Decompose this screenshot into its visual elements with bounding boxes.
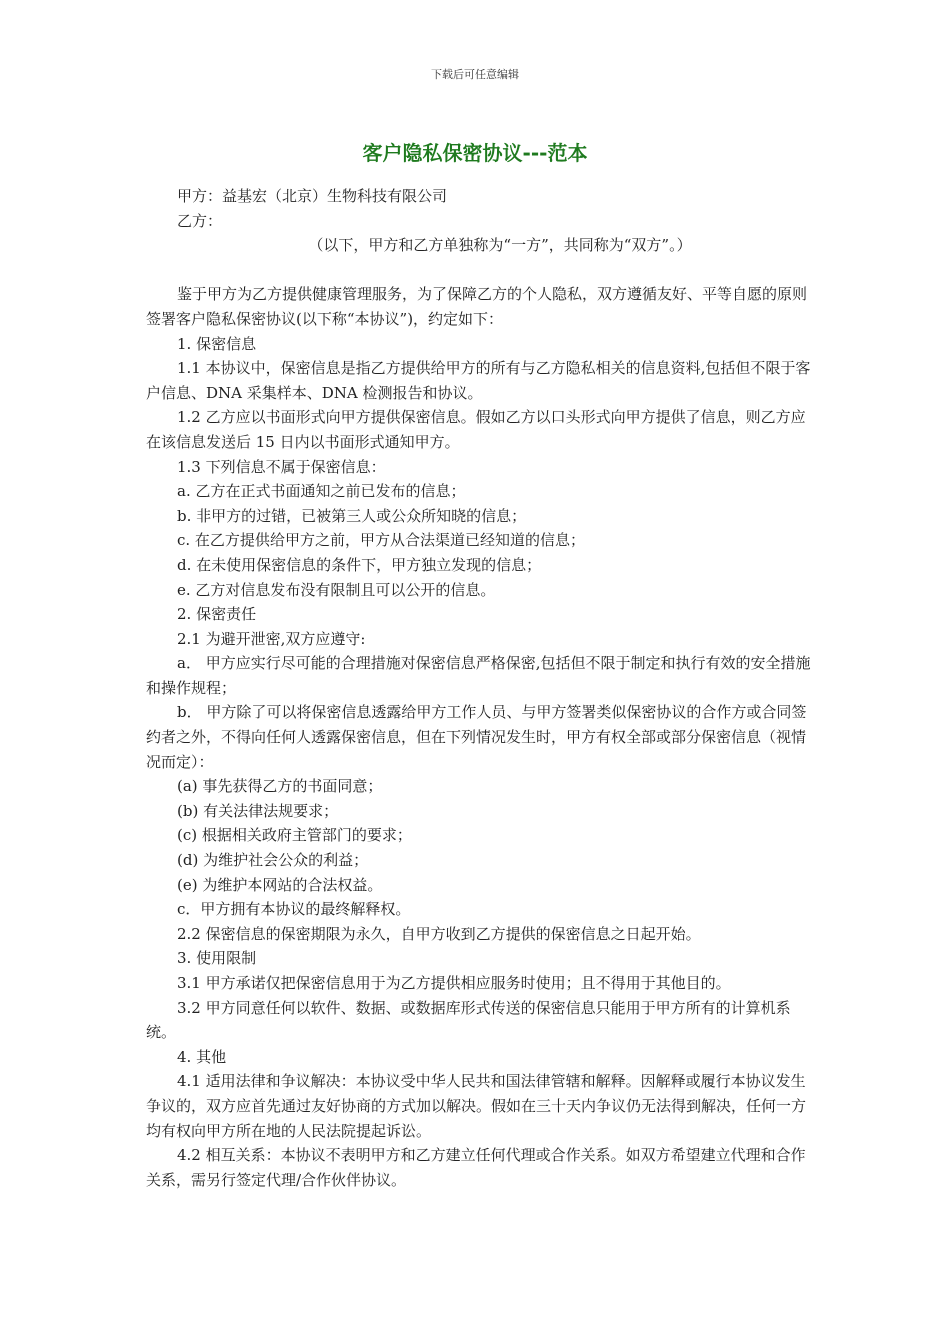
clause-3-1: 3.1 甲方承诺仅把保密信息用于为乙方提供相应服务时使用；且不得用于其他目的。 [177,974,731,992]
clause-2-1-b: b． 甲方除了可以将保密信息透露给甲方工作人员、与甲方签署类似保密协议的合作方或合同签约者之外，不得向任何人透露保密信息，但在下列情况发生时，甲方有权全部或部分保密信息（视情况而定）： [146,703,807,771]
clause-4-2: 4.2 相互关系：本协议不表明甲方和乙方建立任何代理或合作关系。如双方希望建立代理和合作关系，需另行签定代理/合作伙伴协议。 [146,1146,806,1189]
clause-1-3: 1.3 下列信息不属于保密信息： [177,457,386,476]
clause-1-2: 1.2 乙方应以书面形式向甲方提供保密信息。假如乙方以口头形式向甲方提供了信息，则乙方应在该信息发送后 15 日内以书面形式通知甲方。 [146,408,806,451]
document-title: 客户隐私保密协议---范本 [362,141,588,165]
section-3-heading: 3. 使用限制 [177,949,257,968]
list-item: (a) 事先获得乙方的书面同意； [177,777,383,796]
blank-line [146,258,814,283]
clause-4-1: 4.1 适用法律和争议解决：本协议受中华人民共和国法律管辖和解释。因解释或履行本协议发生争议的，双方应首先通过友好协商的方式加以解决。假如在三十天内争议仍无法得到解决，任何一方均有权向甲方所在地的人民法院提起诉讼。 [146,1072,807,1140]
list-item: (d) 为维护社会公众的利益； [177,851,369,870]
list-item: e. 乙方对信息发布没有限制且可以公开的信息。 [177,580,496,599]
section-1-heading: 1. 保密信息 [177,334,257,353]
document-body [146,184,814,1192]
list-item: a. 乙方在正式书面通知之前已发布的信息； [177,482,466,501]
list-item: (c) 根据相关政府主管部门的要求； [177,826,412,845]
header-note: 下载后可任意编辑 [431,68,519,81]
party-b-line: 乙方： [177,211,223,230]
list-item: d. 在未使用保密信息的条件下，甲方独立发现的信息； [177,555,542,574]
list-item: (e) 为维护本网站的合法权益。 [177,875,383,894]
clause-2-1: 2.1 为避开泄密,双方应遵守: [177,629,366,648]
list-item: (b) 有关法律法规要求； [177,801,339,820]
list-item: b. 非甲方的过错，已被第三人或公众所知晓的信息； [177,506,527,525]
intro-paragraph: 鉴于甲方为乙方提供健康管理服务，为了保障乙方的个人隐私，双方遵循友好、平等自愿的原则签署客户隐私保密协议(以下称“本协议”)，约定如下： [146,285,808,328]
party-a-line: 甲方：益基宏（北京）生物科技有限公司 [177,187,448,205]
parties-note: （以下，甲方和乙方单独称为“一方”，共同称为“双方”。） [308,236,692,255]
clause-2-1-a: a． 甲方应实行尽可能的合理措施对保密信息严格保密,包括但不限于制定和执行有效的安全措施和操作规程； [146,654,811,697]
list-item: c. 在乙方提供给甲方之前，甲方从合法渠道已经知道的信息； [177,531,585,550]
clause-1-1: 1.1 本协议中，保密信息是指乙方提供给甲方的所有与乙方隐私相关的信息资料,包括但不限于客户信息、DNA 采集样本、DNA 检测报告和协议。 [146,359,811,402]
clause-3-2: 3.2 甲方同意任何以软件、数据、或数据库形式传送的保密信息只能用于甲方所有的计算机系统。 [146,998,791,1042]
clause-2-2: 2.2 保密信息的保密期限为永久，自甲方收到乙方提供的保密信息之日起开始。 [177,924,701,943]
section-2-heading: 2. 保密责任 [177,605,257,624]
clause-2-1-c: c．甲方拥有本协议的最终解释权。 [177,900,411,919]
section-4-heading: 4. 其他 [177,1047,227,1066]
